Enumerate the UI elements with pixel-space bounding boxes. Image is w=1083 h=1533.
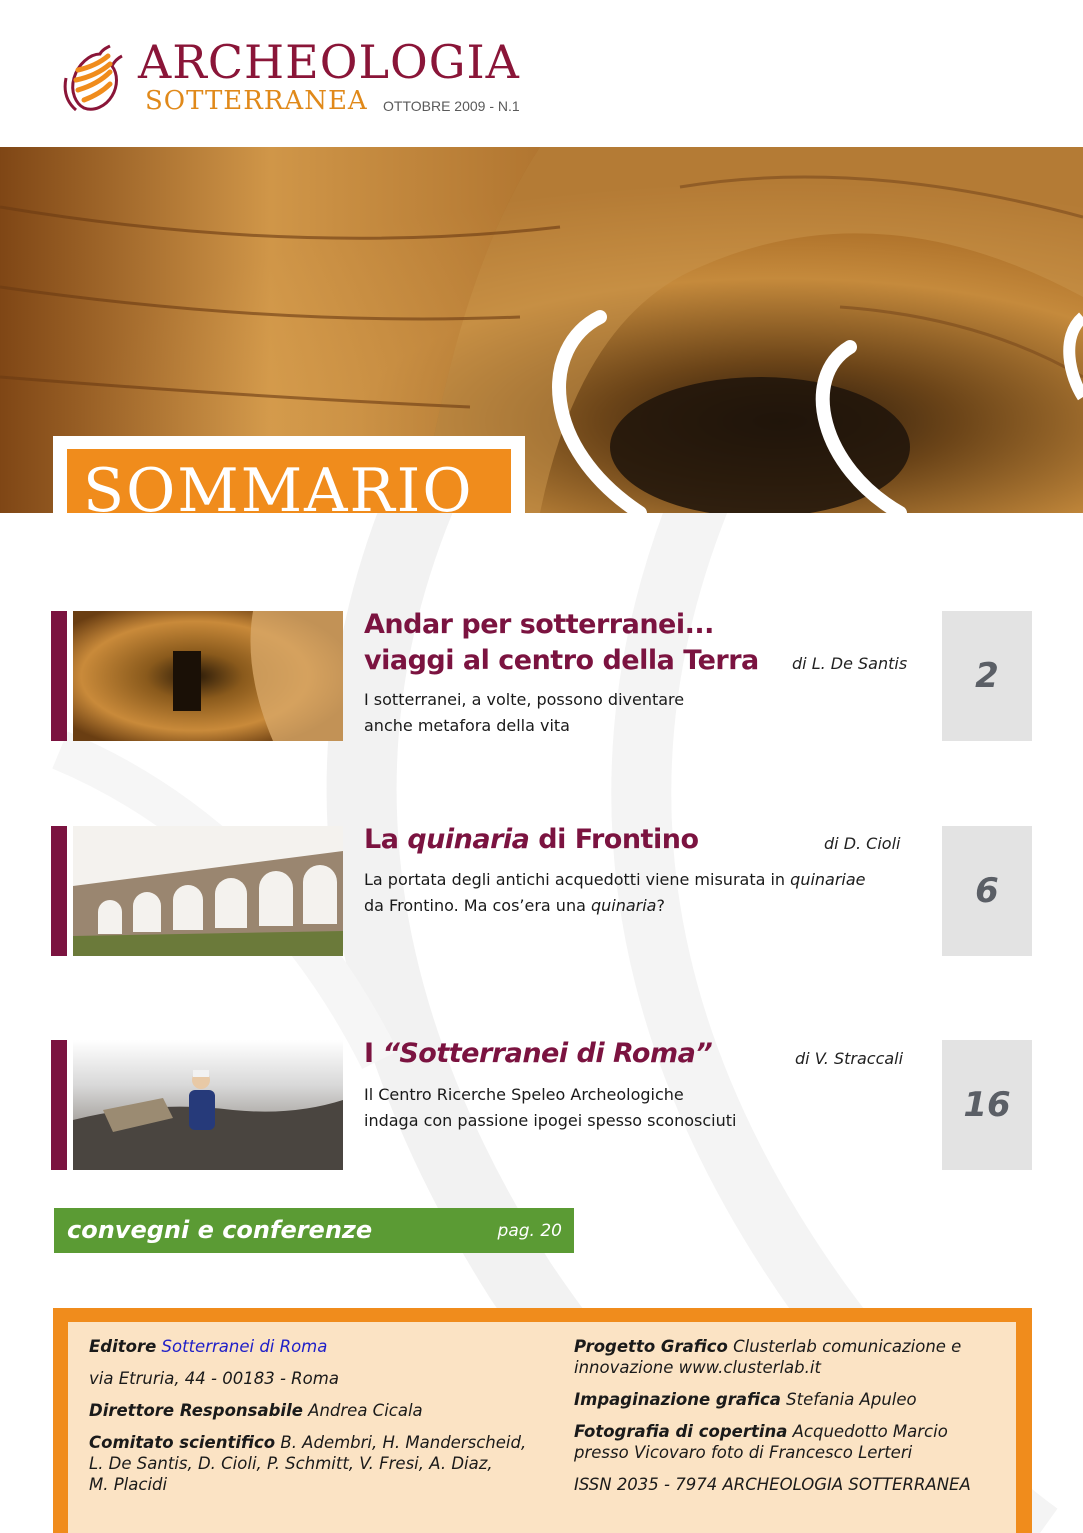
article-title-part: La <box>364 824 408 855</box>
direttore-value: Andrea Cicala <box>308 1401 423 1420</box>
issn-line: ISSN 2035 - 7974 ARCHEOLOGIA SOTTERRANEA <box>574 1475 971 1494</box>
colophon-panel <box>68 1322 1016 1533</box>
description-line: Il Centro Ricerche Speleo Archeologiche <box>364 1085 684 1104</box>
progetto-value: Clusterlab comunicazione e <box>733 1337 962 1356</box>
progetto-line <box>574 1336 1004 1378</box>
article-title-line: Andar per sotterranei... <box>364 609 714 640</box>
editore-label: Editore <box>89 1337 157 1356</box>
fotografia-line <box>574 1421 1004 1463</box>
fotografia-value: Acquedotto Marcio <box>792 1422 948 1441</box>
description-line: indaga con passione ipogei spesso sconosciuti <box>364 1111 737 1130</box>
page-number-box[interactable]: 2 <box>942 611 1032 741</box>
issue-info: OTTOBRE 2009 - N.1 <box>383 98 520 114</box>
colophon-left-column <box>89 1336 539 1506</box>
convegni-page: pag. 20 <box>497 1221 562 1241</box>
article-author: di D. Cioli <box>824 834 901 853</box>
editore-link[interactable]: Sotterranei di Roma <box>161 1337 328 1356</box>
progetto-value: innovazione www.clusterlab.it <box>574 1358 821 1377</box>
description-line: I sotterranei, a volte, possono diventare <box>364 690 685 709</box>
sommario-banner <box>67 449 511 513</box>
comitato-value: B. Adembri, H. Manderscheid, <box>280 1433 527 1452</box>
article-title[interactable] <box>364 607 759 679</box>
colophon-right-column <box>574 1336 1004 1506</box>
convegni-banner[interactable] <box>54 1208 574 1253</box>
comitato-line <box>89 1432 539 1495</box>
article-author: di V. Straccali <box>795 1049 904 1068</box>
article-description <box>364 687 684 739</box>
article-title[interactable] <box>364 822 699 858</box>
direttore-line <box>89 1400 539 1421</box>
description-part: ? <box>656 896 665 915</box>
impaginazione-value: Stefania Apuleo <box>786 1390 917 1409</box>
fotografia-label: Fotografia di copertina <box>574 1422 788 1441</box>
progetto-label: Progetto Grafico <box>574 1337 728 1356</box>
direttore-label: Direttore Responsabile <box>89 1401 303 1420</box>
colophon <box>53 1308 1032 1533</box>
toc-entry-2[interactable] <box>51 826 1033 956</box>
description-line: anche metafora della vita <box>364 716 570 735</box>
impaginazione-line <box>574 1389 1004 1410</box>
amphora-logo-icon <box>62 40 128 114</box>
article-description <box>364 1082 736 1134</box>
magazine-subtitle: SOTTERRANEA <box>145 86 368 116</box>
article-title-italic: quinaria <box>407 824 530 855</box>
page-number-box[interactable]: 6 <box>942 826 1032 956</box>
article-thumbnail <box>73 1040 343 1170</box>
editore-line <box>89 1336 539 1357</box>
description-part: La portata degli antichi acquedotti viene misurata in <box>364 870 791 889</box>
article-description <box>364 867 920 919</box>
address-line: via Etruria, 44 - 00183 - Roma <box>89 1369 339 1388</box>
entry-accent-bar <box>51 611 67 741</box>
article-thumbnail <box>73 611 343 741</box>
page-number-box[interactable]: 16 <box>942 1040 1032 1170</box>
entry-accent-bar <box>51 1040 67 1170</box>
comitato-value: L. De Santis, D. Cioli, P. Schmitt, V. Fresi, A. Diaz, <box>89 1454 493 1473</box>
entry-accent-bar <box>51 826 67 956</box>
comitato-label: Comitato scientifico <box>89 1433 276 1452</box>
convegni-label: convegni e conferenze <box>67 1216 373 1244</box>
article-author: di L. De Santis <box>792 654 908 673</box>
sommario-heading: SOMMARIO <box>83 456 474 513</box>
toc-entry-3[interactable] <box>51 1040 1033 1170</box>
fotografia-value: presso Vicovaro foto di Francesco Lerteri <box>574 1443 913 1462</box>
magazine-title: ARCHEOLOGIA <box>138 35 520 89</box>
toc-entry-1[interactable] <box>51 611 1033 741</box>
description-part: da Frontino. Ma cos’era una <box>364 896 591 915</box>
comitato-value: M. Placidi <box>89 1475 168 1494</box>
description-italic: quinaria <box>590 896 657 915</box>
impaginazione-label: Impaginazione grafica <box>574 1390 781 1409</box>
article-title-part: di Frontino <box>529 824 699 855</box>
article-title-italic: “Sotterranei di Roma” <box>382 1038 713 1069</box>
description-italic: quinariae <box>790 870 866 889</box>
article-thumbnail <box>73 826 343 956</box>
article-title-line: viaggi al centro della Terra <box>364 645 759 676</box>
article-title[interactable] <box>364 1036 712 1072</box>
article-title-part: I <box>364 1038 383 1069</box>
